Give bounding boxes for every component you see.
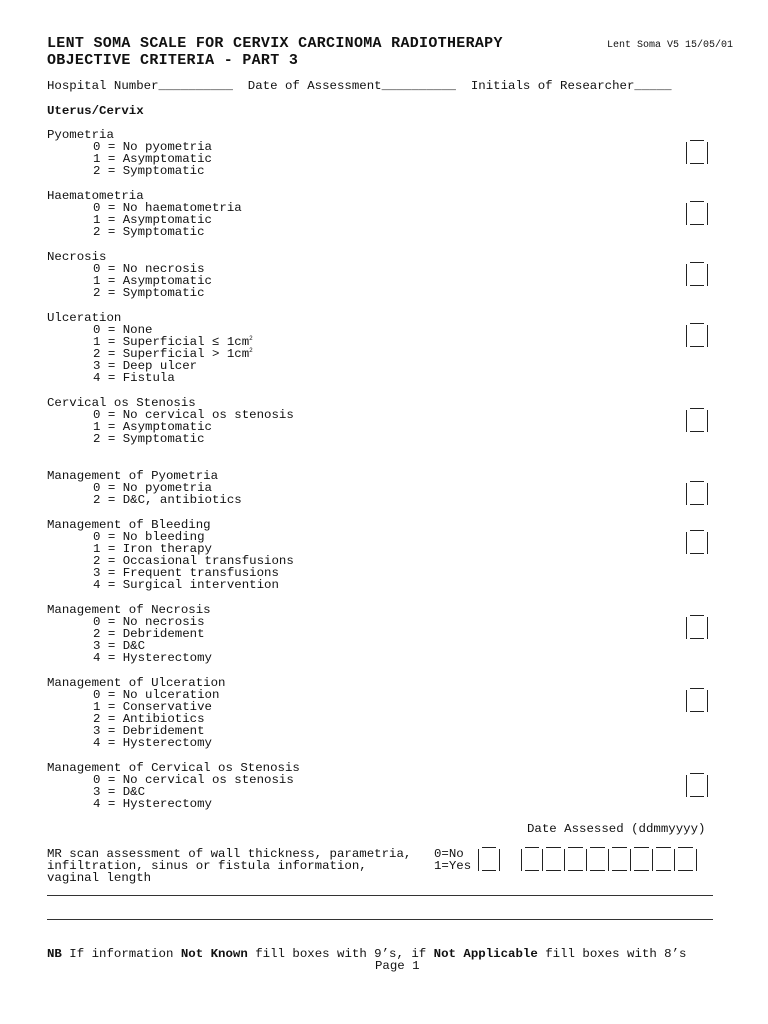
page-number: Page 1 <box>375 959 420 973</box>
item-option: 0 = No necrosis <box>93 262 205 276</box>
item-option: 3 = Frequent transfusions <box>93 566 279 580</box>
score-box[interactable] <box>686 410 708 432</box>
no-label: 0=No <box>434 847 464 861</box>
score-box[interactable] <box>686 142 708 164</box>
date-digit-box[interactable] <box>609 849 631 871</box>
mr-text-line: MR scan assessment of wall thickness, parametria, <box>47 847 412 861</box>
item-option: 2 = Symptomatic <box>93 286 205 300</box>
item-option: 3 = D&C <box>93 639 146 653</box>
score-box[interactable] <box>686 325 708 347</box>
score-box[interactable] <box>686 203 708 225</box>
superscript: 2 <box>249 334 253 342</box>
item-option: 0 = No bleeding <box>93 530 205 544</box>
date-digit-box[interactable] <box>521 849 543 871</box>
item-option: 2 = Debridement <box>93 627 205 641</box>
option-text: 2 = Superficial > 1cm <box>93 347 250 361</box>
footer-note <box>47 948 687 960</box>
item-option: 1 = Iron therapy <box>93 542 212 556</box>
item-option: 3 = Deep ulcer <box>93 359 198 373</box>
score-box[interactable] <box>686 690 708 712</box>
form-title-line1: LENT SOMA SCALE FOR CERVIX CARCINOMA RADIOTHERAPY <box>47 35 503 52</box>
item-option: 4 = Hysterectomy <box>93 797 212 811</box>
item-option: 4 = Hysterectomy <box>93 736 212 750</box>
item-option: 2 = Occasional transfusions <box>93 554 294 568</box>
mr-text-line: infiltration, sinus or fistula information, <box>47 859 367 873</box>
nb-label: NB <box>47 947 62 961</box>
item-option: 4 = Hysterectomy <box>93 651 212 665</box>
item-option: 0 = No cervical os stenosis <box>93 408 294 422</box>
score-box[interactable] <box>686 483 708 505</box>
score-box[interactable] <box>686 264 708 286</box>
date-digit-box[interactable] <box>631 849 653 871</box>
item-title: Haematometria <box>47 189 144 203</box>
item-option: 3 = Debridement <box>93 724 205 738</box>
item-title: Management of Cervical os Stenosis <box>47 761 300 775</box>
item-title: Management of Necrosis <box>47 603 211 617</box>
item-option: 1 = Asymptomatic <box>93 213 212 227</box>
not-known-label: Not Known <box>180 947 248 961</box>
item-option: 0 = No cervical os stenosis <box>93 773 294 787</box>
date-digit-box[interactable] <box>565 849 587 871</box>
comment-line[interactable] <box>47 919 713 920</box>
score-box[interactable] <box>686 617 708 639</box>
item-option: 0 = No pyometria <box>93 481 212 495</box>
item-option: 2 = D&C, antibiotics <box>93 493 242 507</box>
item-option: 0 = No ulceration <box>93 688 220 702</box>
not-applicable-label: Not Applicable <box>433 947 538 961</box>
item-option: 1 = Asymptomatic <box>93 274 212 288</box>
date-assessed-label: Date Assessed (ddmmyyyy) <box>527 822 706 836</box>
item-option: 2 = Symptomatic <box>93 432 205 446</box>
item-option: 1 = Asymptomatic <box>93 420 212 434</box>
version-label: Lent Soma V5 15/05/01 <box>607 40 734 51</box>
item-option: 4 = Fistula <box>93 371 175 385</box>
yes-label: 1=Yes <box>434 859 472 873</box>
item-title: Management of Pyometria <box>47 469 219 483</box>
footer-text: fill boxes with 8’s <box>537 947 687 961</box>
score-box[interactable] <box>686 775 708 797</box>
item-title: Ulceration <box>47 311 122 325</box>
form-title-line2: OBJECTIVE CRITERIA - PART 3 <box>47 52 299 69</box>
item-option: 2 = Antibiotics <box>93 712 205 726</box>
item-option: 4 = Surgical intervention <box>93 578 279 592</box>
item-title: Necrosis <box>47 250 107 264</box>
item-option: 0 = No necrosis <box>93 615 205 629</box>
item-option: 1 = Conservative <box>93 700 212 714</box>
item-option: 0 = No haematometria <box>93 201 242 215</box>
item-option: 2 = Symptomatic <box>93 164 205 178</box>
date-digit-box[interactable] <box>543 849 565 871</box>
item-title: Management of Bleeding <box>47 518 211 532</box>
footer-text: If information <box>61 947 181 961</box>
score-box[interactable] <box>686 532 708 554</box>
mr-yes-no-box[interactable] <box>478 849 500 871</box>
comment-line[interactable] <box>47 895 713 896</box>
option-text: 1 = Superficial ≤ 1cm <box>93 335 250 349</box>
item-option: 3 = D&C <box>93 785 146 799</box>
item-option: 0 = No pyometria <box>93 140 212 154</box>
mr-text-line: vaginal length <box>47 871 152 885</box>
date-digit-box[interactable] <box>675 849 697 871</box>
item-option: 0 = None <box>93 323 153 337</box>
footer-text: fill boxes with 9’s, if <box>247 947 434 961</box>
item-title: Management of Ulceration <box>47 676 226 690</box>
item-option: 2 = Symptomatic <box>93 225 205 239</box>
date-digit-box[interactable] <box>587 849 609 871</box>
date-digit-box[interactable] <box>653 849 675 871</box>
identification-fields[interactable]: Hospital Number__________ Date of Assessment__________ Initials of Researcher_____ <box>47 79 672 93</box>
item-title: Pyometria <box>47 128 114 142</box>
superscript: 2 <box>249 346 253 354</box>
item-option: 1 = Asymptomatic <box>93 152 212 166</box>
item-title: Cervical os Stenosis <box>47 396 196 410</box>
section-heading: Uterus/Cervix <box>47 104 144 118</box>
